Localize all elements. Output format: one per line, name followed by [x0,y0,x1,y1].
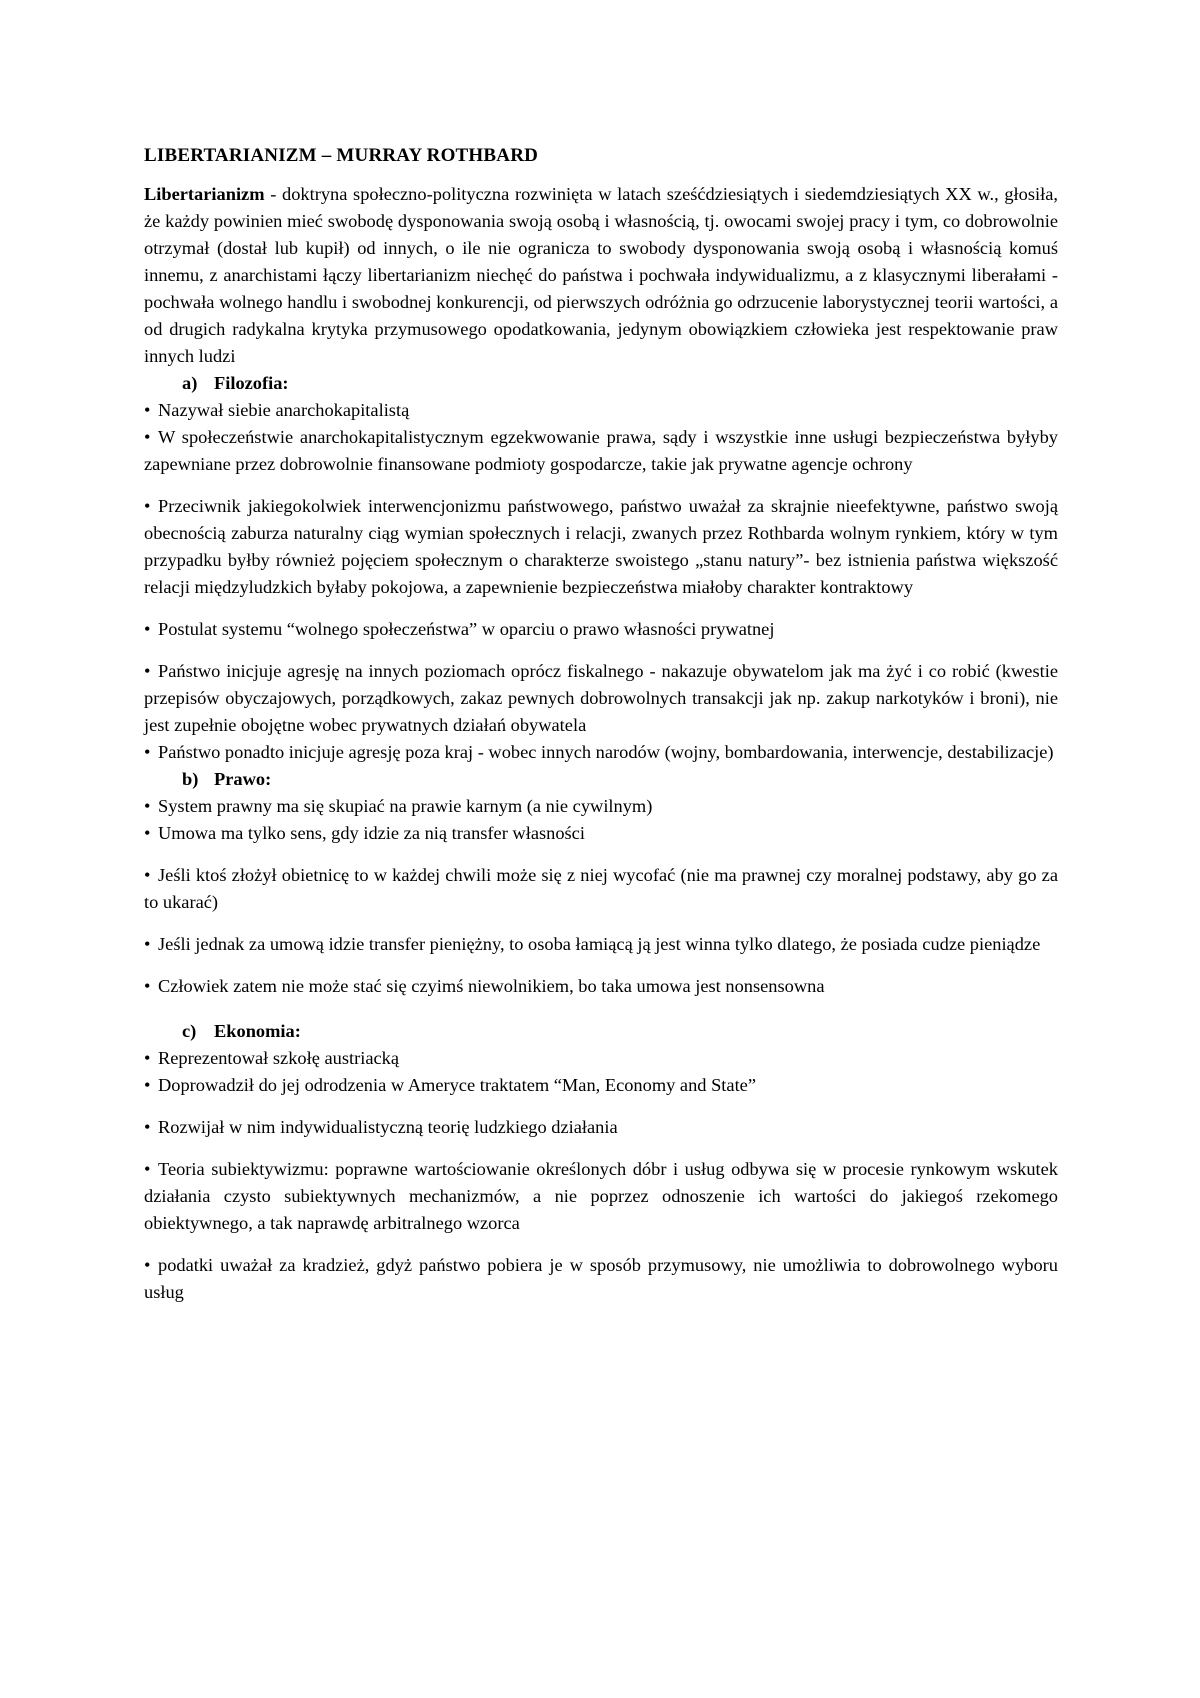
list-item-text: Przeciwnik jakiegokolwiek interwencjonizmu państwowego, państwo uważał za skrajnie nieefektywne, państwo swoją obecnością zaburza naturalny ciąg wymian społecznych i relacji, zwanych przez Rothbarda wolnym rynkiem, który w tym przypadku byłby również pojęciem społecznym o charakterze swoistego „stanu natury”- bez istnienia państwa większość relacji międzyludzkich byłaby pokojowa, a zapewnienie bezpieczeństwa miałoby charakter kontraktowy [144,496,1058,597]
section-title: Ekonomia: [214,1021,301,1041]
list-item-text: Rozwijał w nim indywidualistyczną teorię ludzkiego działania [158,1117,618,1137]
section-heading-filozofia [182,370,1058,397]
intro-term: Libertarianizm [144,184,265,204]
list-item-text: podatki uważał za kradzież, gdyż państwo pobiera je w sposób przymusowy, nie umożliwia to dobrowolnego wyboru usług [144,1255,1058,1302]
list-item-text: Reprezentował szkołę austriacką [158,1048,400,1068]
bullet-icon: • [144,1117,151,1137]
section-letter: a) [182,373,198,393]
list-item-text: Państwo inicjuje agresję na innych poziomach oprócz fiskalnego - nakazuje obywatelom jak ma żyć i co robić (kwestie przepisów obyczajowych, porządkowych, zakaz pewnych dobrowolnych transakcji jak np. zakup narkotyków i broni), nie jest zupełnie obojętne wobec prywatnych działań obywatela [144,661,1058,735]
list-item [144,424,1058,478]
section-title: Prawo: [214,769,272,789]
section-letter: b) [182,769,199,789]
list-item [144,493,1058,601]
list-item [144,820,1058,847]
list-item [144,658,1058,739]
bullet-icon: • [144,823,151,843]
list-item-text: Doprowadził do jej odrodzenia w Ameryce traktatem “Man, Economy and State” [158,1075,757,1095]
list-item-text: Teoria subiektywizmu: poprawne wartościowanie określonych dóbr i usług odbywa się w procesie rynkowym wskutek działania czysto subiektywnych mechanizmów, a nie poprzez odnoszenie ich wartości do jakiegoś rzekomego obiektywnego, a tak naprawdę arbitralnego wzorca [144,1159,1058,1233]
list-item [144,862,1058,916]
list-item-text: Człowiek zatem nie może stać się czyimś niewolnikiem, bo taka umowa jest nonsensowna [158,976,825,996]
list-item [144,397,1058,424]
intro-text: - doktryna społeczno-polityczna rozwinięta w latach sześćdziesiątych i siedemdziesiątych XX w., głosiła, że każdy powinien mieć swobodę dysponowania swoją osobą i własnością, tj. owocami swojej pracy i tym, co dobrowolnie otrzymał (dostał lub kupił) od innych, o ile nie ogranicza to swobody dysponowania swoją osobą i własnością komuś innemu, z anarchistami łączy libertarianizm niechęć do państwa i pochwała indywidualizmu, a z klasycznymi liberałami - pochwała wolnego handlu i swobodnej konkurencji, od pierwszych odróżnia go odrzucenie laborystycznej teorii wartości, a od drugich radykalna krytyka przymusowego opodatkowania, jedynym obowiązkiem człowieka jest respektowanie praw innych ludzi [144,184,1058,366]
bullet-icon: • [144,1075,151,1095]
list-item [144,973,1058,1000]
section-title: Filozofia: [214,373,289,393]
list-item [144,931,1058,958]
bullet-icon: • [144,934,151,954]
document-title: LIBERTARIANIZM – MURRAY ROTHBARD [144,145,539,166]
list-item [144,1114,1058,1141]
list-item-text: Nazywał siebie anarchokapitalistą [158,400,410,420]
list-item [144,1045,1058,1072]
bullet-icon: • [144,400,151,420]
bullet-icon: • [144,976,151,996]
list-item-text: Jeśli ktoś złożył obietnicę to w każdej chwili może się z niej wycofać (nie ma prawnej czy moralnej podstawy, aby go za to ukarać) [144,865,1058,912]
list-item-text: W społeczeństwie anarchokapitalistycznym egzekwowanie prawa, sądy i wszystkie inne usługi bezpieczeństwa byłyby zapewniane przez dobrowolnie finansowane podmioty gospodarcze, takie jak prywatne agencje ochrony [144,427,1058,474]
bullet-icon: • [144,796,151,816]
bullet-icon: • [144,1255,151,1275]
list-item-text: Umowa ma tylko sens, gdy idzie za nią transfer własności [158,823,585,843]
bullet-icon: • [144,496,151,516]
list-item-text: Postulat systemu “wolnego społeczeństwa” w oparciu o prawo własności prywatnej [158,619,775,639]
list-item [144,1156,1058,1237]
list-item [144,1072,1058,1099]
bullet-icon: • [144,661,151,681]
list-item [144,616,1058,643]
bullet-icon: • [144,742,151,762]
bullet-icon: • [144,865,151,885]
list-item [144,1252,1058,1306]
list-item-text: Państwo ponadto inicjuje agresję poza kraj - wobec innych narodów (wojny, bombardowania, interwencje, destabilizacje) [158,742,1054,762]
section-letter: c) [182,1021,197,1041]
intro-paragraph [144,181,1058,370]
section-heading-ekonomia [182,1018,1058,1045]
list-item-text: System prawny ma się skupiać na prawie karnym (a nie cywilnym) [158,796,653,816]
bullet-icon: • [144,619,151,639]
document-content [144,142,1058,1306]
bullet-icon: • [144,427,151,447]
section-heading-prawo [182,766,1058,793]
bullet-icon: • [144,1159,151,1179]
list-item [144,793,1058,820]
list-item-text: Jeśli jednak za umową idzie transfer pieniężny, to osoba łamiącą ją jest winna tylko dlatego, że posiada cudze pieniądze [158,934,1041,954]
list-item [144,739,1058,766]
bullet-icon: • [144,1048,151,1068]
